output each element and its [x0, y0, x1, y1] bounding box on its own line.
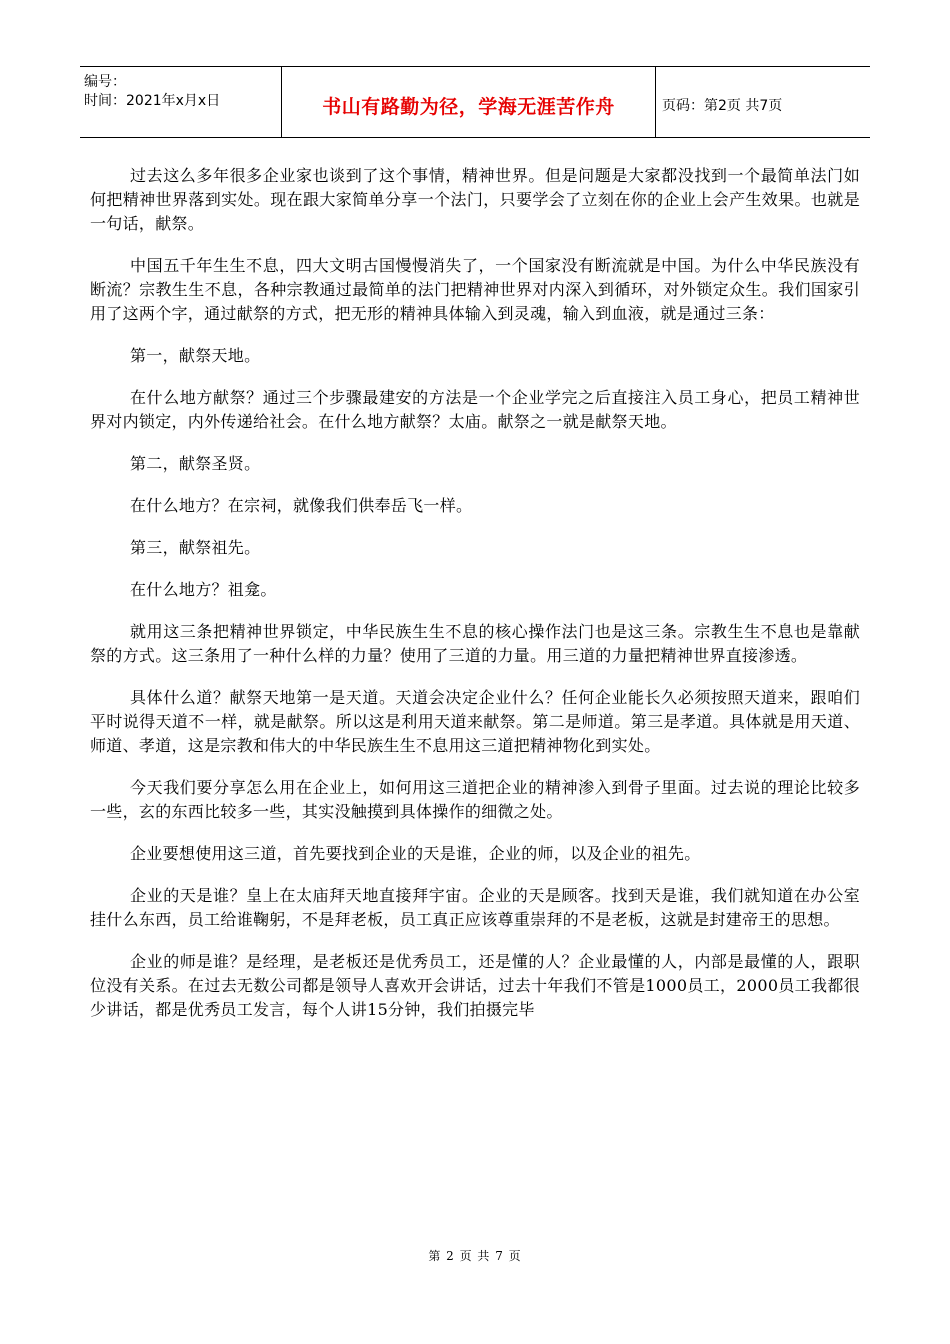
page-header	[80, 66, 870, 138]
header-motto: 书山有路勤为径，学海无涯苦作舟	[282, 67, 656, 137]
paragraph: 在什么地方献祭？通过三个步骤最建安的方法是一个企业学完之后直接注入员工身心，把员工精神世界对内锁定，内外传递给社会。在什么地方献祭？太庙。献祭之一就是献祭天地。	[90, 388, 860, 431]
page-footer: 第 2 页 共 7 页	[428, 1249, 522, 1263]
paragraph: 企业的天是谁？皇上在太庙拜天地直接拜宇宙。企业的天是顾客。找到天是谁，我们就知道在办公室挂什么东西，员工给谁鞠躬，不是拜老板，员工真正应该尊重崇拜的不是老板，这就是封建帝王的思想。	[90, 886, 860, 929]
paragraph: 企业要想使用这三道，首先要找到企业的天是谁，企业的师，以及企业的祖先。	[130, 844, 701, 863]
header-meta	[80, 67, 282, 137]
paragraph: 企业的师是谁？是经理，是老板还是优秀员工，还是懂的人？企业最懂的人，内部是最懂的人，跟职位没有关系。在过去无数公司都是领导人喜欢开会讲话，过去十年我们不管是1000员工，2000员工我都很少讲话，都是优秀员工发言，每个人讲15分钟，我们拍摄完毕	[90, 952, 860, 1019]
document-body	[90, 164, 860, 1040]
number-label: 编号：	[84, 74, 126, 90]
paragraph: 中国五千年生生不息，四大文明古国慢慢消失了，一个国家没有断流就是中国。为什么中华民族没有断流？宗教生生不息，各种宗教通过最简单的法门把精神世界对内深入到循环，对外锁定众生。我们国家引用了这两个字，通过献祭的方式，把无形的精神具体输入到灵魂，输入到血液，就是通过三条：	[90, 256, 860, 323]
paragraph: 第三，献祭祖先。	[130, 538, 261, 557]
time-label: 时间：2021年x月x日	[84, 93, 221, 109]
paragraph: 第一，献祭天地。	[130, 346, 261, 365]
paragraph: 在什么地方？祖龛。	[130, 580, 277, 599]
paragraph: 过去这么多年很多企业家也谈到了这个事情，精神世界。但是问题是大家都没找到一个最简单法门如何把精神世界落到实处。现在跟大家简单分享一个法门，只要学会了立刻在你的企业上会产生效果。也就是一句话，献祭。	[90, 166, 860, 233]
paragraph: 今天我们要分享怎么用在企业上，如何用这三道把企业的精神渗入到骨子里面。过去说的理论比较多一些，玄的东西比较多一些，其实没触摸到具体操作的细微之处。	[90, 778, 860, 821]
paragraph: 在什么地方？在宗祠，就像我们供奉岳飞一样。	[130, 496, 473, 515]
header-page-info: 页码：第2页 共7页	[662, 98, 783, 114]
paragraph: 具体什么道？献祭天地第一是天道。天道会决定企业什么？任何企业能长久必须按照天道来，跟咱们平时说得天道不一样，就是献祭。所以这是利用天道来献祭。第二是师道。第三是孝道。具体就是用天道、师道、孝道，这是宗教和伟大的中华民族生生不息用这三道把精神物化到实处。	[90, 688, 860, 755]
paragraph: 就用这三条把精神世界锁定，中华民族生生不息的核心操作法门也是这三条。宗教生生不息也是靠献祭的方式。这三条用了一种什么样的力量？使用了三道的力量。用三道的力量把精神世界直接渗透。	[90, 622, 860, 665]
paragraph: 第二，献祭圣贤。	[130, 454, 261, 473]
